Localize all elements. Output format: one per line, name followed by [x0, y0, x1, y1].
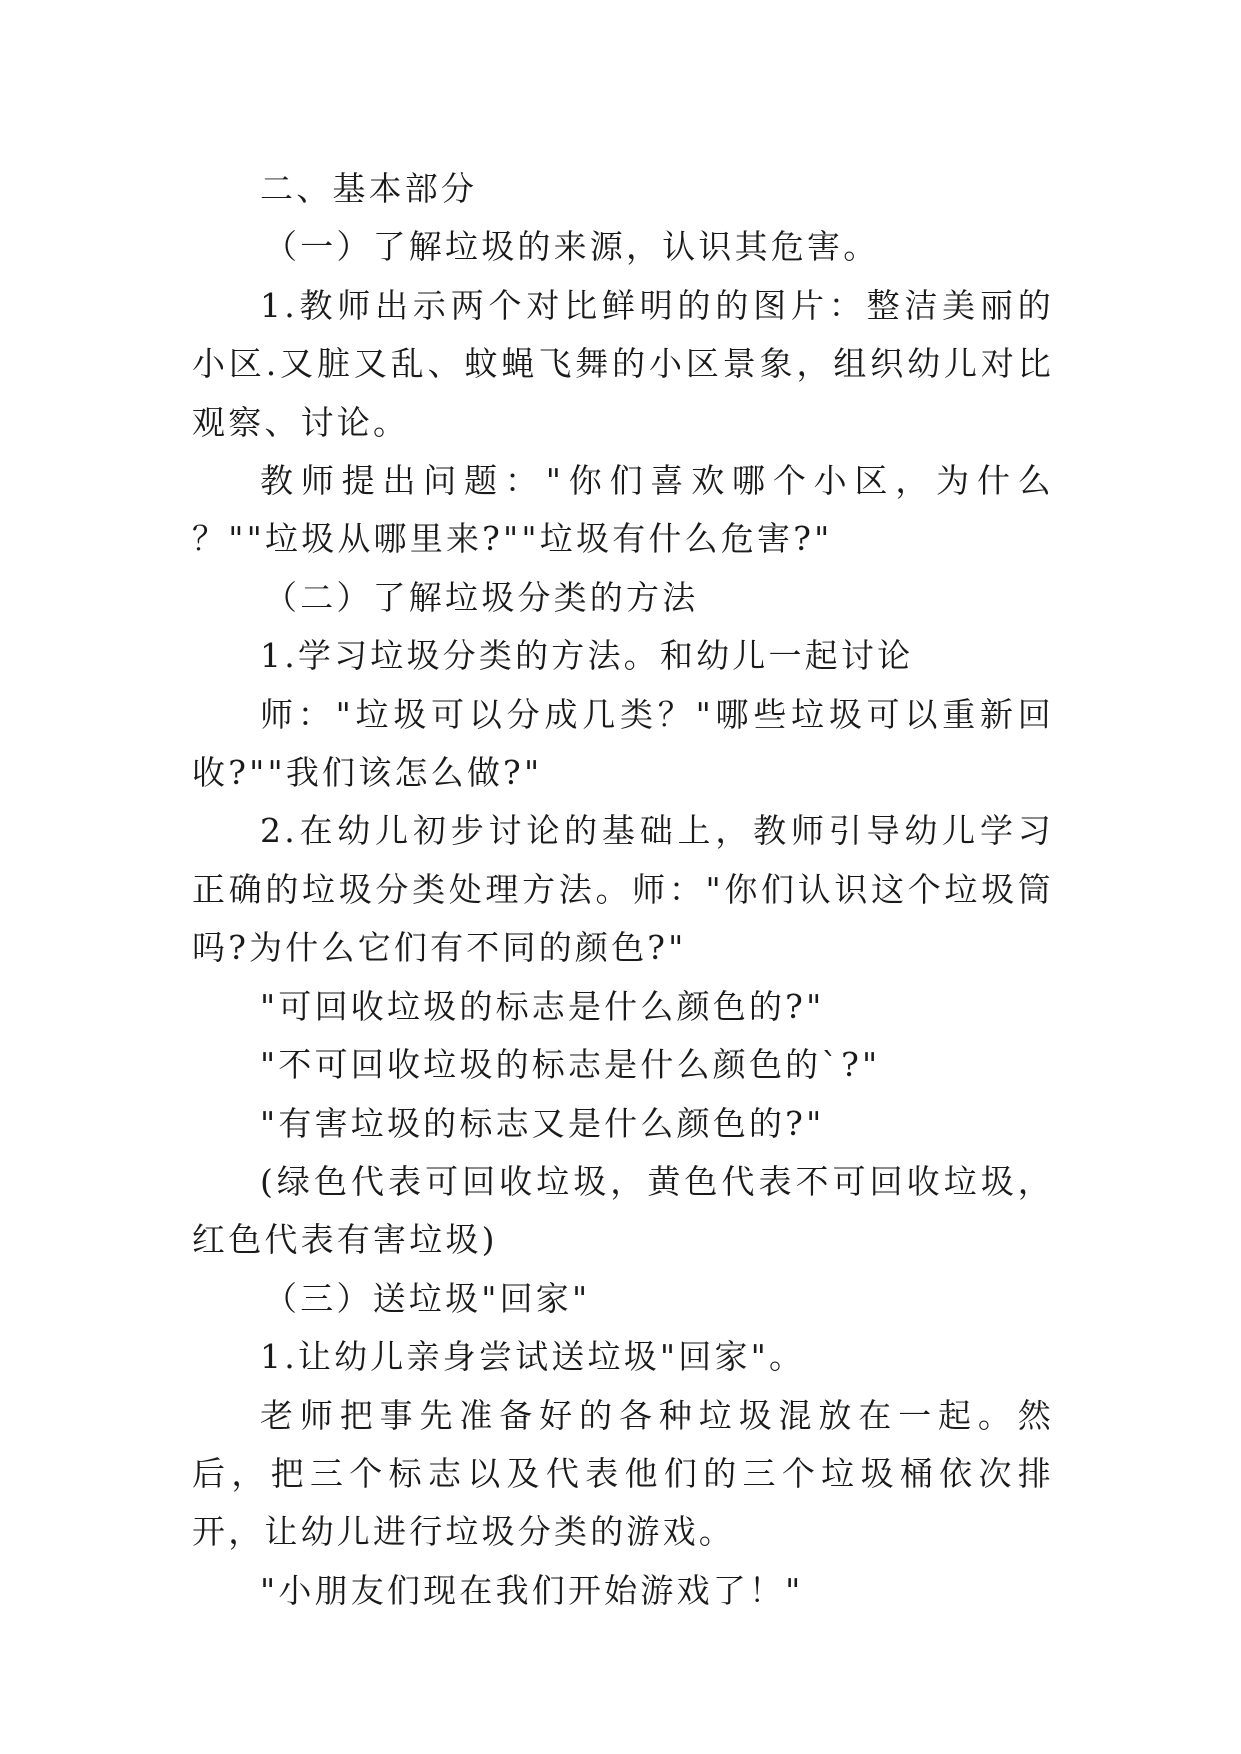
subsection-heading-1: （一）了解垃圾的来源，认识其危害。 [264, 227, 880, 267]
paragraph-send-trash-home: 1.让幼儿亲身尝试送垃圾"回家"。 [260, 1337, 806, 1377]
section-heading: 二、基本部分 [260, 169, 478, 208]
paragraph-teacher-asks-categories: 师："垃圾可以分成几类？"哪些垃圾可以重新回收?""我们该怎么做?" [192, 694, 1054, 793]
subsection-heading-3: （三）送垃圾"回家" [264, 1278, 591, 1318]
subsection-heading-2: （二）了解垃圾分类的方法 [264, 577, 699, 617]
paragraph-game-setup: 老师把事先准备好的各种垃圾混放在一起。然后，把三个标志以及代表他们的三个垃圾桶依次排开，让幼儿进行垃圾分类的游戏。 [192, 1395, 1054, 1552]
paragraph-question-recyclable: "可回收垃圾的标志是什么颜色的?" [260, 986, 825, 1026]
paragraph-question-hazardous: "有害垃圾的标志又是什么颜色的?" [260, 1103, 825, 1143]
paragraph-teacher-questions: 教师提出问题："你们喜欢哪个小区，为什么 ？""垃圾从哪里来?""垃圾有什么危害?" [192, 461, 1054, 559]
document-body [192, 160, 1054, 1620]
paragraph-game-start: "小朋友们现在我们开始游戏了！" [260, 1570, 804, 1610]
paragraph-color-legend: (绿色代表可回收垃圾，黄色代表不可回收垃圾，红色代表有害垃圾) [192, 1161, 1054, 1260]
paragraph-learn-sorting: 1.学习垃圾分类的方法。和幼儿一起讨论 [260, 636, 914, 676]
paragraph-teacher-shows-pictures: 1.教师出示两个对比鲜明的的图片：整洁美丽的小区.又脏又乱、蚊蝇飞舞的小区景象，组织幼儿对比观察、讨论。 [192, 285, 1054, 442]
paragraph-question-nonrecyclable: "不可回收垃圾的标志是什么颜色的`?" [260, 1045, 881, 1085]
paragraph-guide-sorting: 2.在幼儿初步讨论的基础上，教师引导幼儿学习正确的垃圾分类处理方法。师："你们认识这个垃圾筒吗?为什么它们有不同的颜色?" [192, 811, 1054, 968]
